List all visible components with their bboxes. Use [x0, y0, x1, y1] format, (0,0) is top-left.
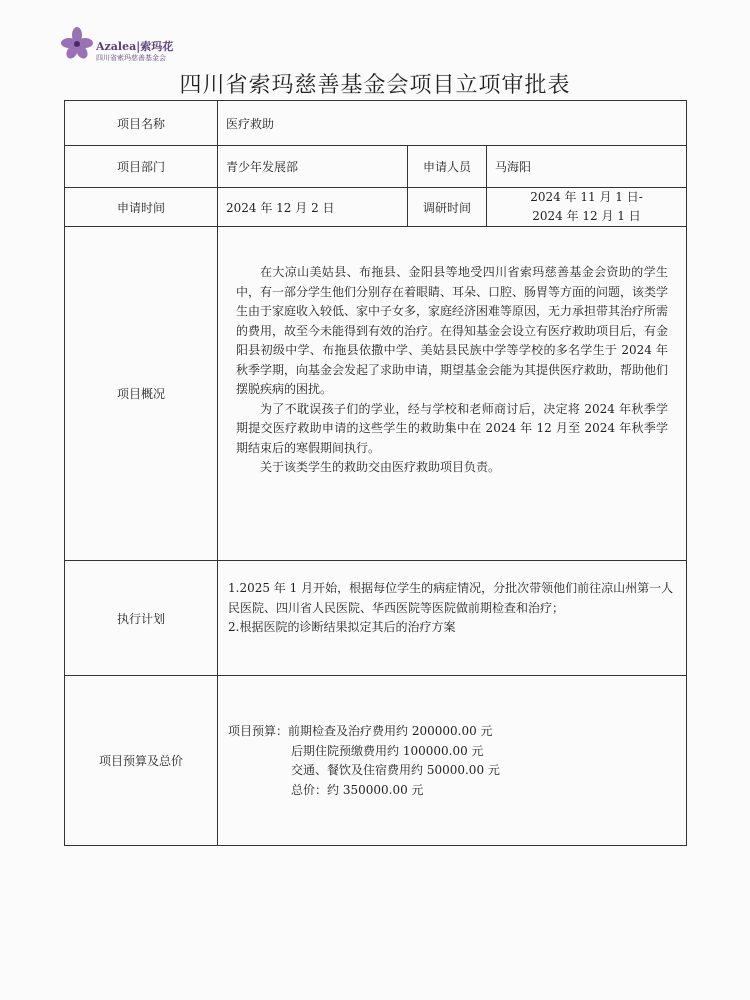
project-name-value: 医疗救助 — [218, 101, 687, 146]
approval-form-table — [64, 100, 687, 846]
budget-label: 项目预算及总价 — [65, 676, 218, 846]
row-project-name — [65, 101, 687, 146]
survey-date-start: 2024 年 11 月 1 日- — [530, 190, 643, 204]
budget-total: 总价：约 350000.00 元 — [291, 782, 424, 797]
survey-date-end: 2024 年 12 月 1 日 — [532, 209, 641, 223]
budget-item: 后期住院预缴费用约 100000.00 元 — [291, 743, 484, 758]
budget-content — [218, 676, 687, 846]
survey-date-value — [487, 188, 687, 227]
logo-brand-text: Azalea|索玛花 — [96, 40, 174, 53]
apply-date-value: 2024 年 12 月 2 日 — [218, 188, 408, 227]
applicant-label: 申请人员 — [408, 146, 487, 188]
row-plan — [65, 561, 687, 676]
overview-content — [218, 227, 687, 561]
row-overview — [65, 227, 687, 561]
plan-item: 1.2025 年 1 月开始，根据每位学生的病症情况，分批次带领他们前往凉山州第一人民医院、四川省人民医院、华西医院等医院做前期检查和治疗； — [228, 581, 674, 615]
plan-label: 执行计划 — [65, 561, 218, 676]
budget-item: 交通、餐饮及住宿费用约 50000.00 元 — [291, 763, 500, 777]
overview-label: 项目概况 — [65, 227, 218, 561]
overview-paragraph: 在大凉山美姑县、布拖县、金阳县等地受四川省索玛慈善基金会资助的学生中，有一部分学生他们分别存在着眼睛、耳朵、口腔、肠胃等方面的问题，该类学生由于家庭收入较低、家中子女多，家庭经济困难等原因，无力承担带其治疗所需的费用，故至今未能得到有效的治疗。在得知基金会设立有医疗救助项目后，有金阳县初级中学、布拖县依撒中学、美姑县民族中学等学校的多名学生于 2024 年秋季学期，向基金会发起了求助申请，期望基金会能为其提供医疗救助，帮助他们摆脱疾病的困扰。 — [236, 265, 669, 396]
apply-date-label: 申请时间 — [65, 188, 218, 227]
azalea-flower-icon — [60, 26, 94, 60]
survey-date-label: 调研时间 — [408, 188, 487, 227]
plan-item: 2.根据医院的诊断结果拟定其后的治疗方案 — [228, 620, 456, 634]
department-label: 项目部门 — [65, 146, 218, 188]
row-department — [65, 146, 687, 188]
applicant-value: 马海阳 — [487, 146, 687, 188]
row-budget — [65, 676, 687, 846]
project-name-label: 项目名称 — [65, 101, 218, 146]
budget-prefix: 项目预算： — [228, 724, 289, 738]
row-dates — [65, 188, 687, 227]
department-value: 青少年发展部 — [218, 146, 408, 188]
budget-item: 前期检查及治疗费用约 200000.00 元 — [288, 724, 493, 738]
budget-line — [228, 722, 676, 742]
foundation-logo — [60, 26, 200, 66]
logo-subtitle: 四川省索玛慈善基金会 — [96, 54, 166, 62]
document-title: 四川省索玛慈善基金会项目立项审批表 — [179, 73, 571, 98]
overview-paragraph: 为了不耽误孩子们的学业，经与学校和老师商讨后，决定将 2024 年秋季学期提交医疗救助申请的这些学生的救助集中在 2024 年 12 月至 2024 年秋季学期结束后的寒假期间执行。 — [236, 401, 668, 455]
overview-paragraph: 关于该类学生的救助交由医疗救助项目负责。 — [260, 460, 501, 474]
plan-content — [218, 561, 687, 676]
